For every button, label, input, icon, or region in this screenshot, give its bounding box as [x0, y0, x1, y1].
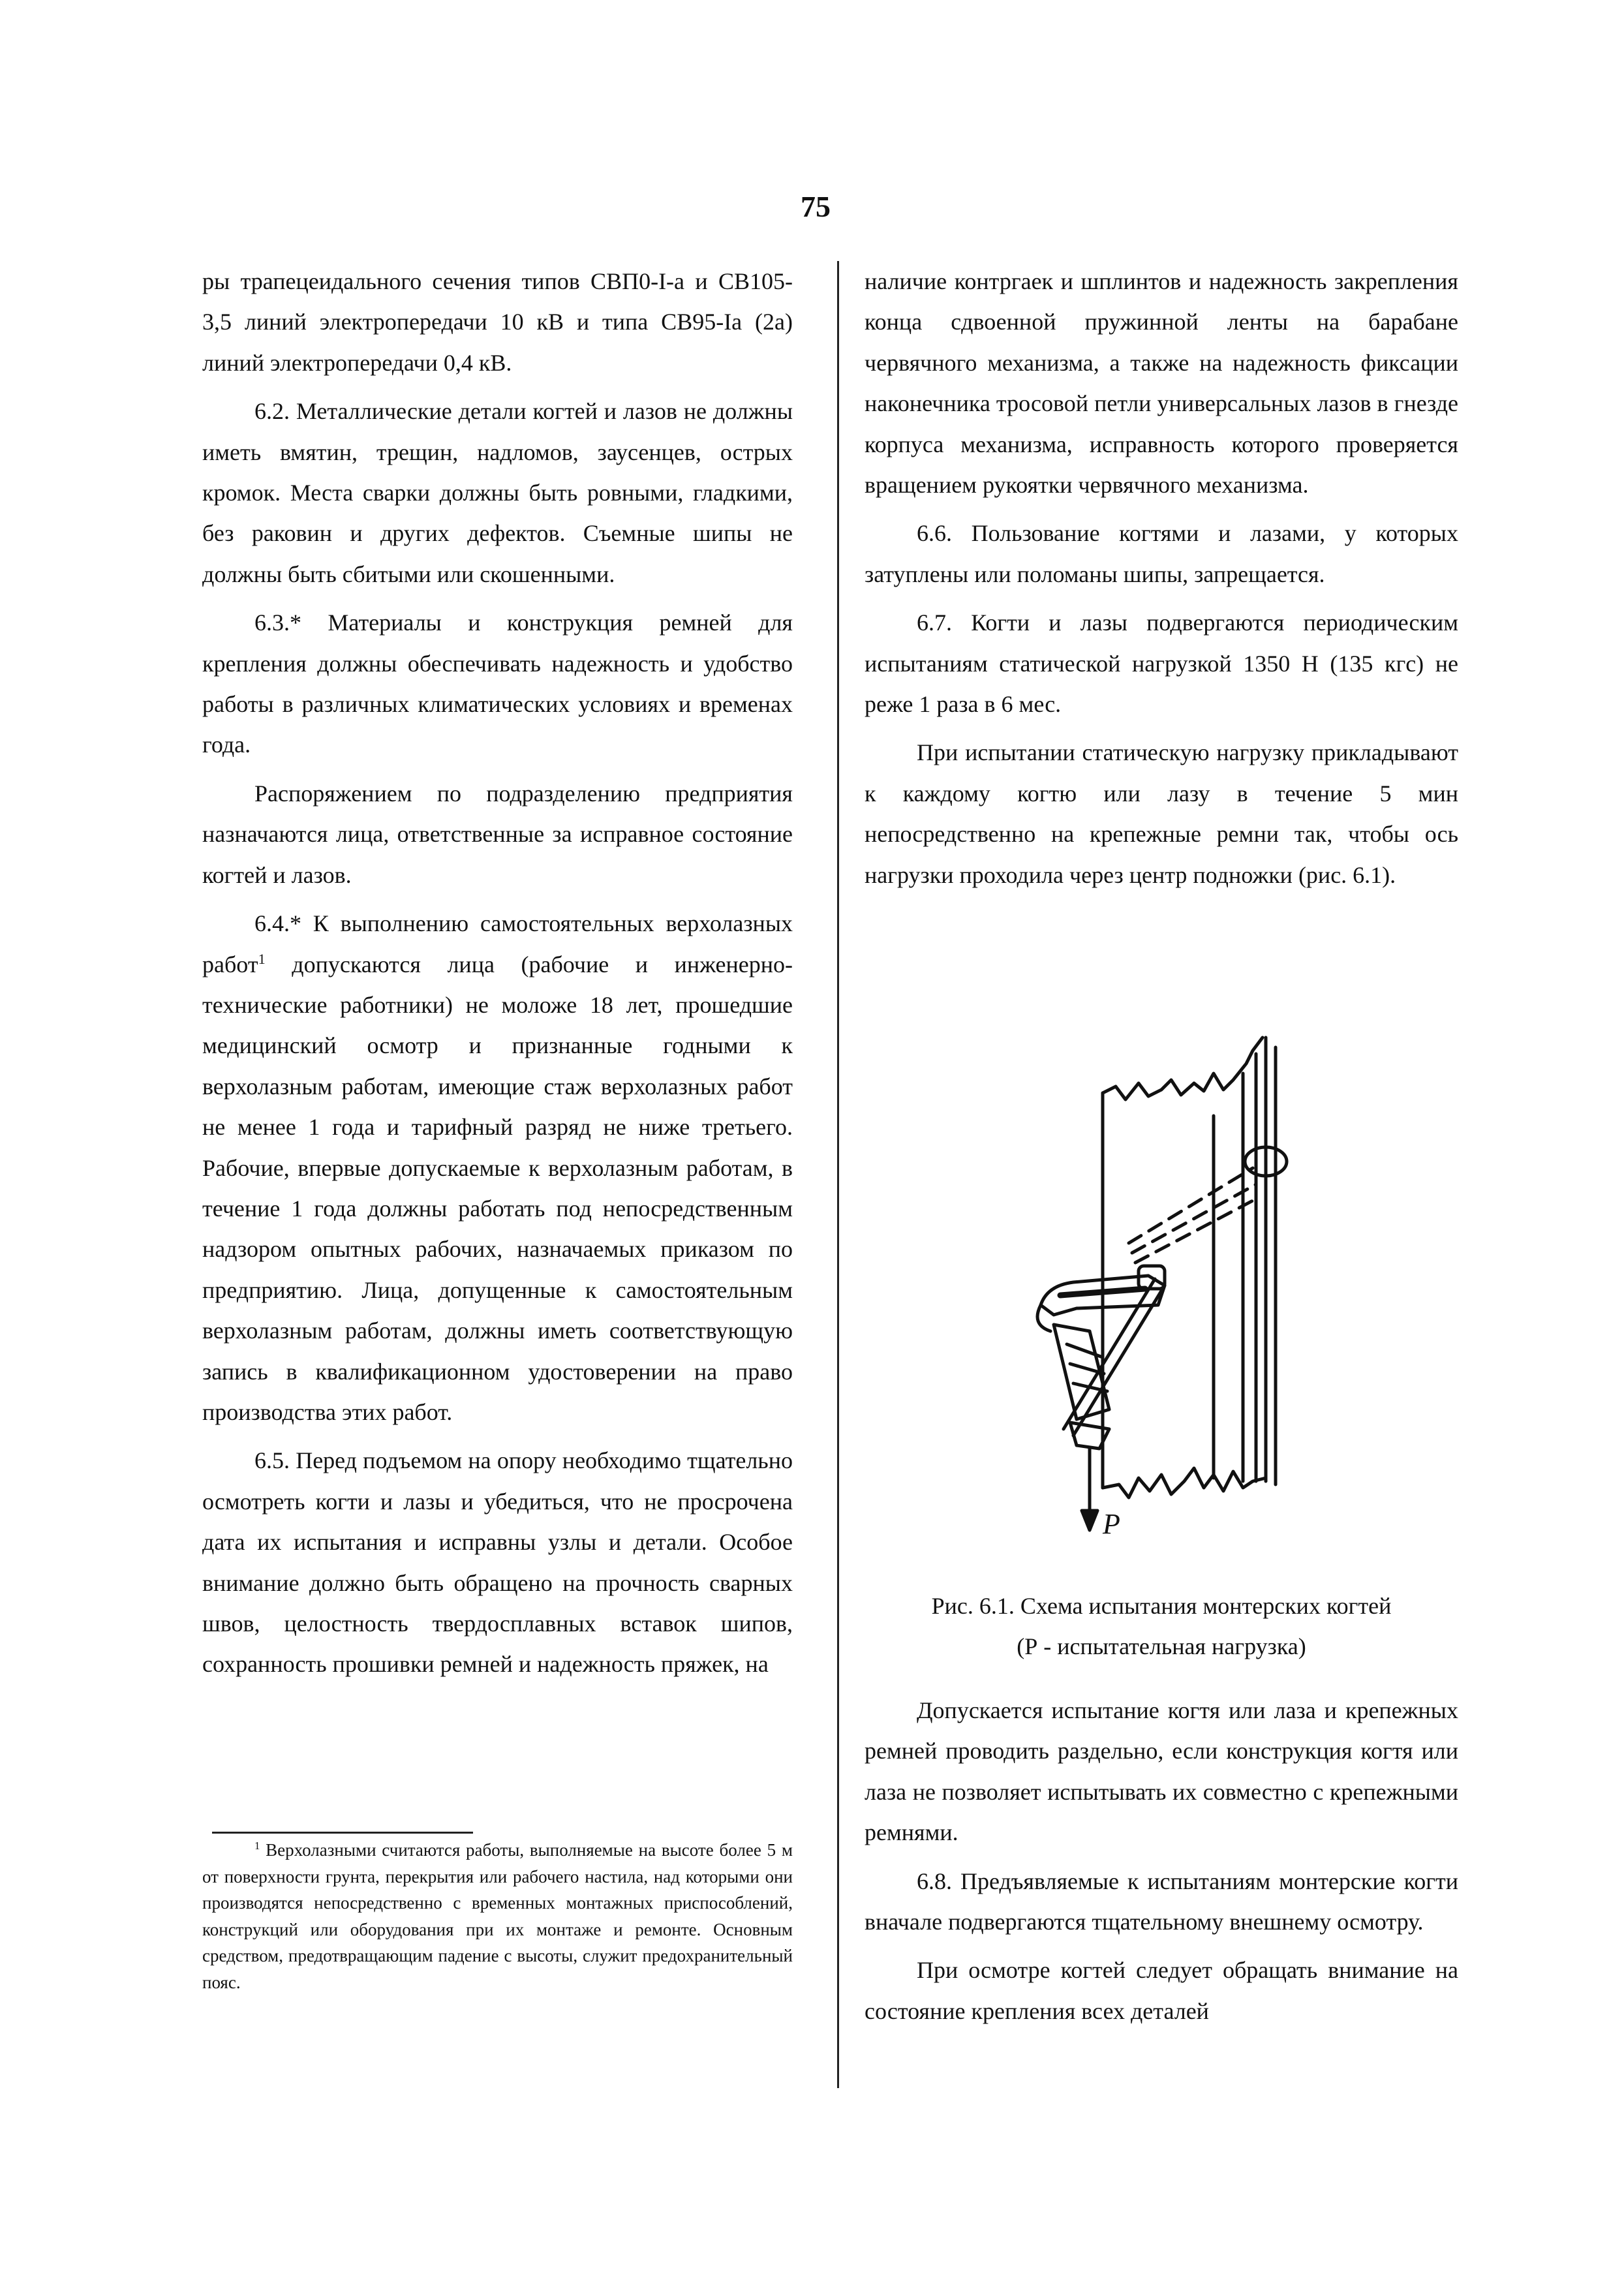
page-number: 75: [801, 190, 831, 223]
paragraph: 6.7. Когти и лазы подвергаются периодическим испытаниям статической нагрузкой 1350 Н (135 кгс) не реже 1 раза в 6 мес.: [865, 609, 1458, 718]
right-column-lower: [865, 1690, 1458, 2031]
caption-line: (Р - испытательная нагрузка): [1017, 1633, 1306, 1659]
footnote-ref: 1: [258, 950, 266, 967]
paragraph: Допускается испытание когтя или лаза и крепежных ремней проводить раздельно, если конструкция когтя или лаза не позволяет испытывать их совместно с крепежными ремнями.: [865, 1697, 1458, 1846]
paragraph: ры трапецеидального сечения типов СВП0-I-а и СВ105-3,5 линий электропередачи 10 кВ и типа СВ95-Iа (2а) линий электропередачи 0,4 кВ.: [202, 268, 793, 376]
column-divider: [837, 261, 839, 2088]
paragraph: Распоряжением по подразделению предприятия назначаются лица, ответственные за исправное состояние когтей и лазов.: [202, 780, 793, 888]
footnote-text: [202, 1837, 793, 1995]
paragraph: При осмотре когтей следует обращать внимание на состояние крепления всех деталей: [865, 1957, 1458, 2024]
paragraph-text: 6.4.* К выполнению самостоятельных верхолазных работ: [202, 910, 793, 977]
paragraph-text: допускаются лица (рабочие и инженерно-технические работники) не моложе 18 лет, прошедшие медицинский осмотр и признанные годными к верхолазным работам, имеющие стаж верхолазных работ не менее 1 года и тарифный разряд не ниже третьего. Рабочие, впервые допускаемые к верхолазным работам, в течение 1 года должны работать под непосредственным надзором опытных рабочих, назначаемых приказом по предприятию. Лица, допущенные к самостоятельным верхолазным работам, должны иметь соответствующую запись в квалификационном удостоверении на право производства этих работ.: [202, 951, 793, 1425]
figure-claw-test-diagram: [913, 1018, 1501, 1579]
paragraph: наличие контргаек и шплинтов и надежность закрепления конца сдвоенной пружинной ленты на барабане червячного механизма, а также на надежность фиксации наконечника тросовой петли универсальных лазов в гнезде корпуса механизма, исправность которого проверяется вращением рукоятки червячного механизма.: [865, 268, 1458, 499]
footnote-rule: [212, 1832, 473, 1834]
strap-dashed: [1129, 1168, 1253, 1243]
paragraph: 6.3.* Материалы и конструкция ремней для крепления должны обеспечивать надежность и удобство работы в различных климатических условиях и временах года.: [202, 609, 793, 758]
paragraph: 6.8. Предъявляемые к испытаниям монтерские когти вначале подвергаются тщательному внешнему осмотру.: [865, 1868, 1458, 1935]
paragraph-6-4: [202, 903, 793, 1432]
paragraph: 6.6. Пользование когтями и лазами, у которых затуплены или поломаны шипы, запрещается.: [865, 520, 1458, 587]
paragraph-6-5: 6.5. Перед подъемом на опору необходимо тщательно осмотреть когти и лазы и убедиться, что не просрочена дата их испытания и исправны узлы и детали. Особое внимание должно быть обращено на прочность сварных швов, целостность твердосплавных вставок шипов, сохранность прошивки ремней и надежность пряжек, на: [202, 1447, 793, 1678]
figure-caption: [865, 1586, 1458, 1667]
right-column: [865, 261, 1458, 895]
caption-line: Рис. 6.1. Схема испытания монтерских когтей: [931, 1593, 1392, 1619]
footnote-body: Верхолазными считаются работы, выполняемые на высоте более 5 м от поверхности грунта, перекрытия или рабочего настила, над которыми они производятся непосредственно с временных монтажных приспособлений, конструкций или оборудования при их монтаже и ремонте. Основным средством, предотвращающим падение с высоты, служит предохранительный пояс.: [202, 1840, 793, 1992]
load-label-p: P: [1103, 1508, 1120, 1540]
left-column: [202, 261, 793, 1685]
footnote: [202, 1837, 793, 1995]
pole-outline: [1103, 1038, 1263, 1100]
footnote-marker: 1: [254, 1839, 260, 1852]
paragraph: 6.2. Металлические детали когтей и лазов не должны иметь вмятин, трещин, надломов, заусенцев, острых кромок. Места сварки должны быть ровными, гладкими, без раковин и других дефектов. Съемные шипы не должны быть сбитыми или скошенными.: [202, 398, 793, 587]
paragraph: При испытании статическую нагрузку прикладывают к каждому когтю или лазу в течение 5 мин непосредственно на крепежные ремни так, чтобы ось нагрузки проходила через центр подножки (рис. 6.1).: [865, 739, 1458, 888]
